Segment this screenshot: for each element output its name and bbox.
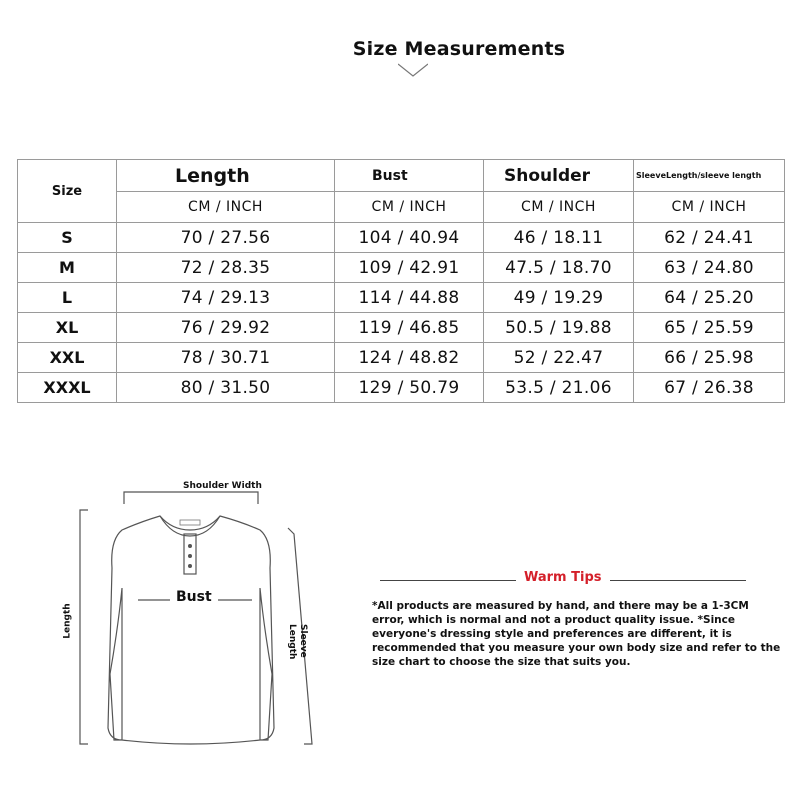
unit-label: CM / INCH xyxy=(117,192,335,223)
length-label: Length xyxy=(62,603,73,639)
table-row xyxy=(18,343,785,373)
bust-cell: 129 / 50.79 xyxy=(335,373,484,403)
sleeve-column-header: SleeveLength/sleeve length xyxy=(634,160,785,192)
bust-cell: 124 / 48.82 xyxy=(335,343,484,373)
table-row xyxy=(18,223,785,253)
length-cell: 76 / 29.92 xyxy=(117,313,335,343)
unit-label: CM / INCH xyxy=(335,192,484,223)
table-row xyxy=(18,253,785,283)
bust-cell: 104 / 40.94 xyxy=(335,223,484,253)
size-cell: XXXL xyxy=(18,373,117,403)
bust-cell: 109 / 42.91 xyxy=(335,253,484,283)
size-chart-table xyxy=(17,159,785,403)
length-cell: 78 / 30.71 xyxy=(117,343,335,373)
chevron-down-icon xyxy=(398,62,428,78)
sleeve-cell: 66 / 25.98 xyxy=(634,343,785,373)
size-cell: XXL xyxy=(18,343,117,373)
table-header-row xyxy=(18,160,785,192)
tips-divider-left xyxy=(380,580,516,581)
sleeve-label-line-1: Sleeve xyxy=(298,624,308,658)
size-cell: S xyxy=(18,223,117,253)
sleeve-cell: 62 / 24.41 xyxy=(634,223,785,253)
unit-label: CM / INCH xyxy=(634,192,785,223)
shoulder-cell: 47.5 / 18.70 xyxy=(484,253,634,283)
sleeve-label-line-2: Length xyxy=(287,624,297,660)
sleeve-cell: 65 / 25.59 xyxy=(634,313,785,343)
size-cell: L xyxy=(18,283,117,313)
shoulder-cell: 50.5 / 19.88 xyxy=(484,313,634,343)
table-unit-row xyxy=(18,192,785,223)
length-cell: 70 / 27.56 xyxy=(117,223,335,253)
tips-divider-right xyxy=(610,580,746,581)
shoulder-cell: 49 / 19.29 xyxy=(484,283,634,313)
length-cell: 80 / 31.50 xyxy=(117,373,335,403)
table-row xyxy=(18,283,785,313)
warm-tips-title: Warm Tips xyxy=(524,570,602,585)
shirt-measurement-diagram xyxy=(60,478,320,753)
size-cell: XL xyxy=(18,313,117,343)
sleeve-cell: 63 / 24.80 xyxy=(634,253,785,283)
page-title: Size Measurements xyxy=(352,38,566,60)
unit-label: CM / INCH xyxy=(484,192,634,223)
warm-tips-text: *All products are measured by hand, and there may be a 1-3CM error, which is normal and not a product quality issue. *Since everyone's dressing style and preferences are different, it is recommended that you measure your own body size and refer to the size chart to choose the size that suits you. xyxy=(372,600,781,668)
bust-column-header: Bust xyxy=(335,160,484,192)
bust-cell: 119 / 46.85 xyxy=(335,313,484,343)
length-column-header: Length xyxy=(117,160,335,192)
length-cell: 74 / 29.13 xyxy=(117,283,335,313)
shoulder-cell: 46 / 18.11 xyxy=(484,223,634,253)
bust-cell: 114 / 44.88 xyxy=(335,283,484,313)
shoulder-cell: 53.5 / 21.06 xyxy=(484,373,634,403)
bust-label: Bust xyxy=(176,589,212,605)
sleeve-cell: 67 / 26.38 xyxy=(634,373,785,403)
shoulder-column-header: Shoulder xyxy=(484,160,634,192)
sleeve-cell: 64 / 25.20 xyxy=(634,283,785,313)
sleeve-length-label xyxy=(286,624,308,660)
size-cell: M xyxy=(18,253,117,283)
length-cell: 72 / 28.35 xyxy=(117,253,335,283)
shoulder-cell: 52 / 22.47 xyxy=(484,343,634,373)
size-column-header: Size xyxy=(18,160,117,223)
table-row xyxy=(18,373,785,403)
table-row xyxy=(18,313,785,343)
shoulder-width-label: Shoulder Width xyxy=(183,481,262,491)
